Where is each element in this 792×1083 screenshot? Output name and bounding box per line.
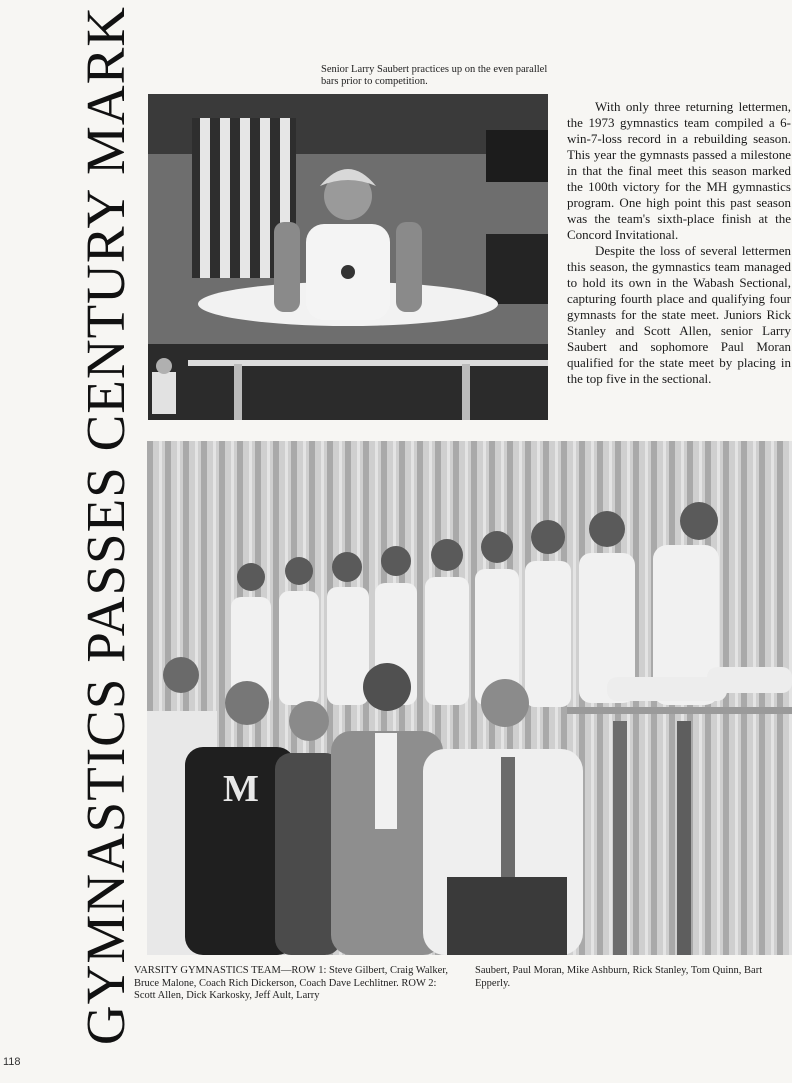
page-title: GYMNASTICS PASSES CENTURY MARK: [74, 6, 136, 1046]
page-number: 118: [3, 1056, 21, 1068]
team-caption-left: VARSITY GYMNASTICS TEAM—ROW 1: Steve Gilbert, Craig Walker, Bruce Malone, Coach Rich Dickerson, Coach Dave Lechlitner. ROW 2: Scott Allen, Dick Karkosky, Jeff Ault, Larry: [134, 965, 449, 1001]
team-caption-right: Saubert, Paul Moran, Mike Ashburn, Rick Stanley, Tom Quinn, Bart Epperly.: [475, 965, 763, 989]
article-text: [567, 99, 791, 387]
gymnast-parallel-bars-photo: [148, 94, 548, 420]
article-paragraph-2: Despite the loss of several lettermen this season, the gymnastics team managed to hold its own in the Wabash Sectional, capturing fourth place and qualifying four gymnasts for the state meet. Juniors Rick Stanley and Scott Allen, senior Larry Saubert and sophomore Paul Moran qualified for the state meet by placing in the top five in the sectional.: [567, 243, 791, 386]
photo-caption-top: Senior Larry Saubert practices up on the even parallel bars prior to competition.: [321, 64, 548, 87]
page-title-vertical: [74, 6, 136, 1046]
sweater-letter-m: M: [223, 768, 259, 810]
article-paragraph-1: With only three returning lettermen, the 1973 gymnastics team compiled a 6-win-7-loss record in a rebuilding season. This year the gymnasts passed a milestone in that the final meet this season marked the 100th victory for the MH gymnastics program. One high point this past season was the team's sixth-place finish at the Concord Invitational.: [567, 99, 791, 242]
varsity-team-photo: [147, 441, 792, 955]
